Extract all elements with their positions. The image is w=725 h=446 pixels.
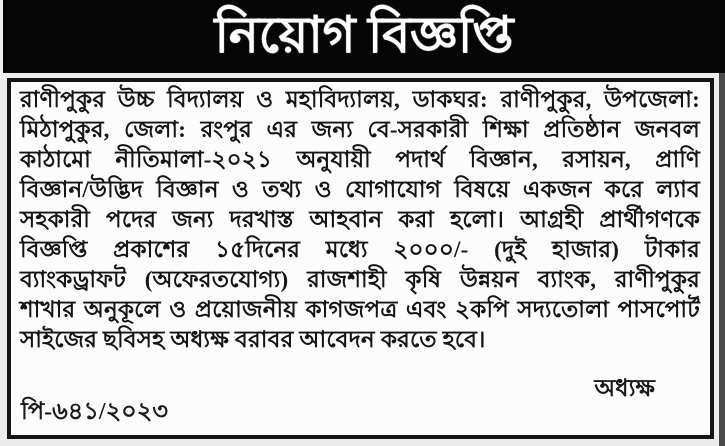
notice-line-1: রাণীপুকুর উচ্চ বিদ্যালয় ও মহাবিদ্যালয়, ডাকঘর: রাণীপুকুর, উপজেলা: xyxy=(20,87,700,112)
reference-number: পি-৬৪১/২০২৩ xyxy=(21,399,168,425)
notice-line-2: মিঠাপুকুর, জেলা: রংপুর এর জন্য বে-সরকারী শিক্ষা প্রতিষ্ঠান জনবল xyxy=(20,117,700,142)
signature-principal: অধ্যক্ষ xyxy=(594,376,655,402)
notice-line-9: সাইজের ছবিসহ অধ্যক্ষ বরাবর আবেদন করতে হবে। xyxy=(20,327,486,352)
notice-line-8: শাখার অনুকূলে ও প্রয়োজনীয় কাগজপত্র এবং ২কপি সদ্যতোলা পাসপোর্ট xyxy=(20,297,700,322)
notice-body-box xyxy=(7,78,714,439)
notice-line-3: কাঠামো নীতিমালা-২০২১ অনুযায়ী পদার্থ বিজ্ঞান, রসায়ন, প্রাণি xyxy=(20,147,700,172)
notice-header xyxy=(3,0,725,73)
notice-line-7: ব্যাংকড্রাফট (অফেরতযোগ্য) রাজশাহী কৃষি উন্নয়ন ব্যাংক, রাণীপুকুর xyxy=(20,267,700,292)
notice-title: নিয়োগ বিজ্ঞপ্তি xyxy=(214,6,514,63)
notice-line-5: সহকারী পদের জন্য দরখাস্ত আহবান করা হলো। আগ্রহী প্রার্থীগণকে xyxy=(20,207,700,232)
notice-line-4: বিজ্ঞান/উদ্ভিদ বিজ্ঞান ও তথ্য ও যোগাযোগ বিষয়ে একজন করে ল্যাব xyxy=(20,177,700,202)
notice-line-6: বিজ্ঞপ্তি প্রকাশের ১৫দিনের মধ্যে ২০০০/- (দুই হাজার) টাকার xyxy=(20,237,700,262)
